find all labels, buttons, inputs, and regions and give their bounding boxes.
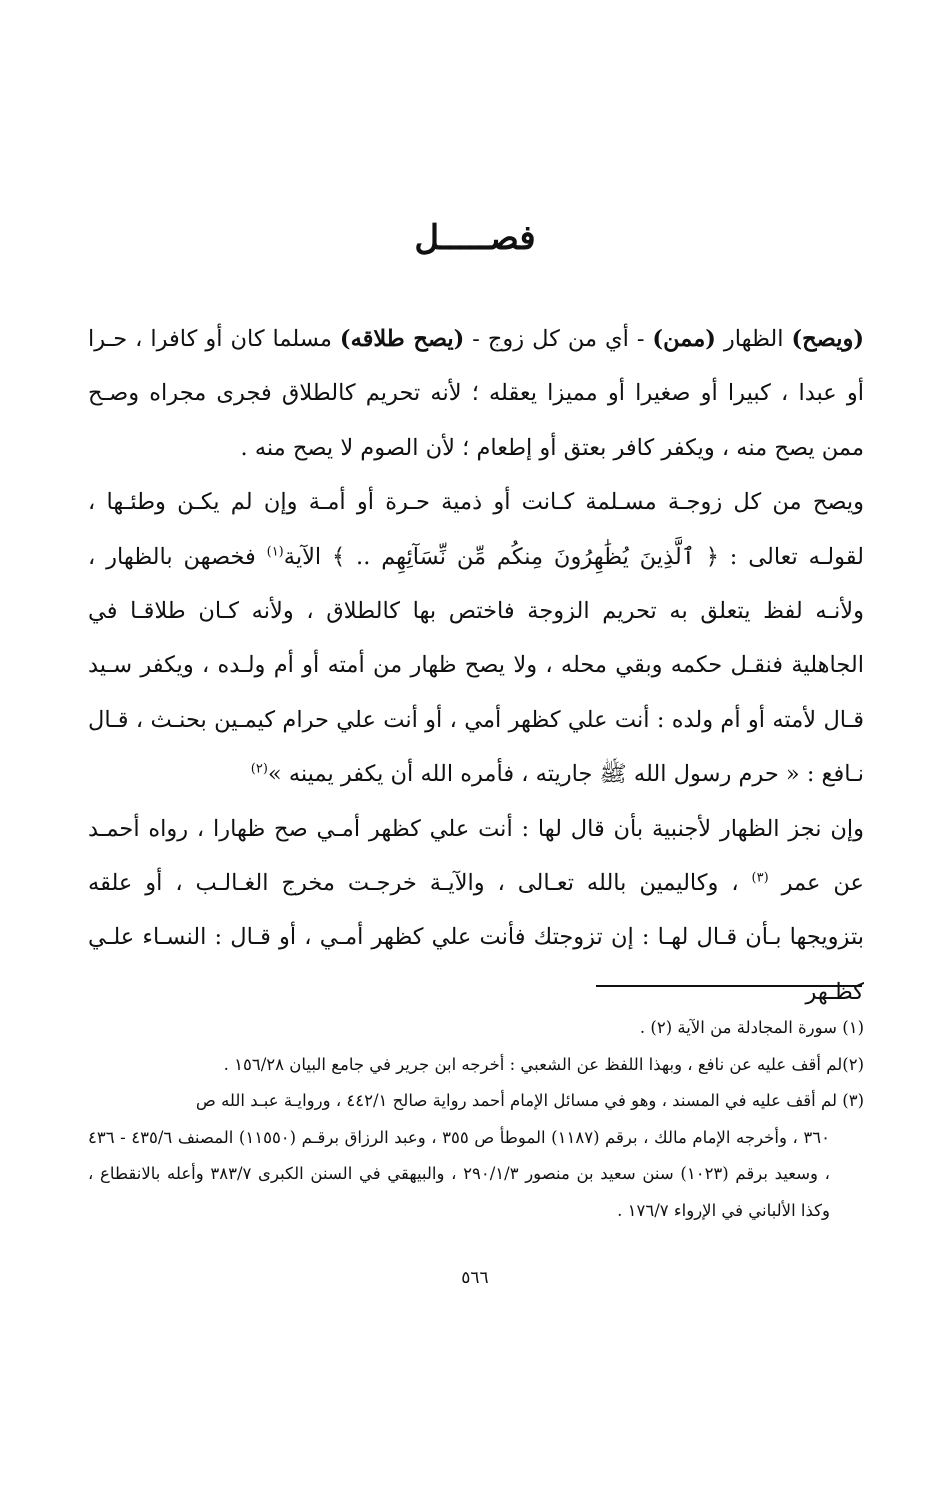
bold-term: (ممن) xyxy=(652,326,716,352)
footnote-ref-1[interactable]: (١) xyxy=(266,544,284,560)
text-run: - أي من كل زوج - xyxy=(464,326,653,352)
footnote-3-line-1: (٣) لم أقف عليه في المسند ، وهو في مسائل الإمام أحمد رواية صالح ٤٤٢/١ ، وروايـة عبـد الله ص xyxy=(195,1091,864,1110)
bold-term: (يصح طلاقه) xyxy=(339,326,465,352)
text-run: وإن نجز الظهار لأجنبية بأن قال لها : أنت علي كظهر أمـي صح ظهارا ، رواه أحمـد عن عمر xyxy=(88,815,864,897)
text-run: فخصهن بالظهار ، ولأنـه لفظ يتعلق به تحريم الزوجة فاختص بها كالطلاق ، ولأنه كـان طلاقـا في الجاهلية فنقـل حكمه وبقي محله ، ولا يصح ظهار من أمته أو أم ولـده ، ويكفر سـيد قـال لأمته أو أم ولده : أنت علي كظهر أمي ، أو أنت علي حرام كيمـين بحنـث ، قـال نـافع : « حرم رسول الله ﷺ جاريته ، فأمره الله أن يكفر يمينه » xyxy=(88,543,864,788)
footnote-ref-2[interactable]: (٢) xyxy=(250,761,268,777)
footnotes xyxy=(88,1010,864,1229)
footnote-3-continuation: ٣٦٠ ، وأخرجه الإمام مالك ، برقم (١١٨٧) الموطأ ص ٣٥٥ ، وعبد الرزاق برقـم (١١٥٥٠) المصنف ٤٣٥/٦ - ٤٣٦ ، وسعيد برقم (١٠٢٣) سنن سعيد بن منصور ٢٩٠/١/٣ ، والبيهقي في السنن الكبرى ٣٨٣/٧ وأعله بالانقطاع ، وكذا الألباني في الإرواء ١٧٦/٧ . xyxy=(88,1127,830,1220)
text-run: ، وكاليمين بالله تعـالى ، والآيـة خرجـت مخرج الغـالـب ، أو علقه بتزويجها بـأن قـال لهـا : إن تزوجتك فأنت علي كظهر أمـي ، أو قـال : النسـاء علـي كظـهر xyxy=(88,870,864,1005)
footnote-ref-3[interactable]: (٣) xyxy=(751,870,769,886)
text-run: الظهار xyxy=(715,326,792,352)
footnote-divider xyxy=(596,985,862,987)
page-number: ٥٦٦ xyxy=(461,1268,489,1288)
bold-term: (ويصح) xyxy=(791,326,864,352)
chapter-title: فصـــــل xyxy=(414,218,536,258)
footnote-2: (٢)لم أقف عليه عن نافع ، وبهذا اللفظ عن الشعبي : أخرجه ابن جرير في جامع البيان ١٥٦/٢٨ . xyxy=(223,1054,864,1074)
main-text xyxy=(88,312,864,1019)
text-run: الآية xyxy=(283,543,333,570)
text-run: مسلما كان أو كافرا ، حـرا أو عبدا ، كبيرا أو صغيرا أو مميزا يعقله ؛ لأنه تحريم كالطلاق فجرى مجراه وصـح ممن يصح منه ، ويكفر كافر بعتق أو إطعام ؛ لأن الصوم لا يصح منه . xyxy=(88,326,864,461)
paragraph-2 xyxy=(88,475,864,801)
quran-quote: ﴿ ٱلَّذِينَ يُظَٰهِرُونَ مِنكُم مِّن نِّسَآئِهِم .. ﴾ xyxy=(332,543,719,570)
footnote-1: (١) سورة المجادلة من الآية (٢) . xyxy=(639,1018,864,1037)
text-run: ويصح من كل زوجـة مسـلمة كـانت أو ذمية حـرة أو أمـة وإن لم يكـن وطئـها ، لقولـه تعالى : xyxy=(88,489,865,570)
paragraph-1 xyxy=(88,312,864,475)
